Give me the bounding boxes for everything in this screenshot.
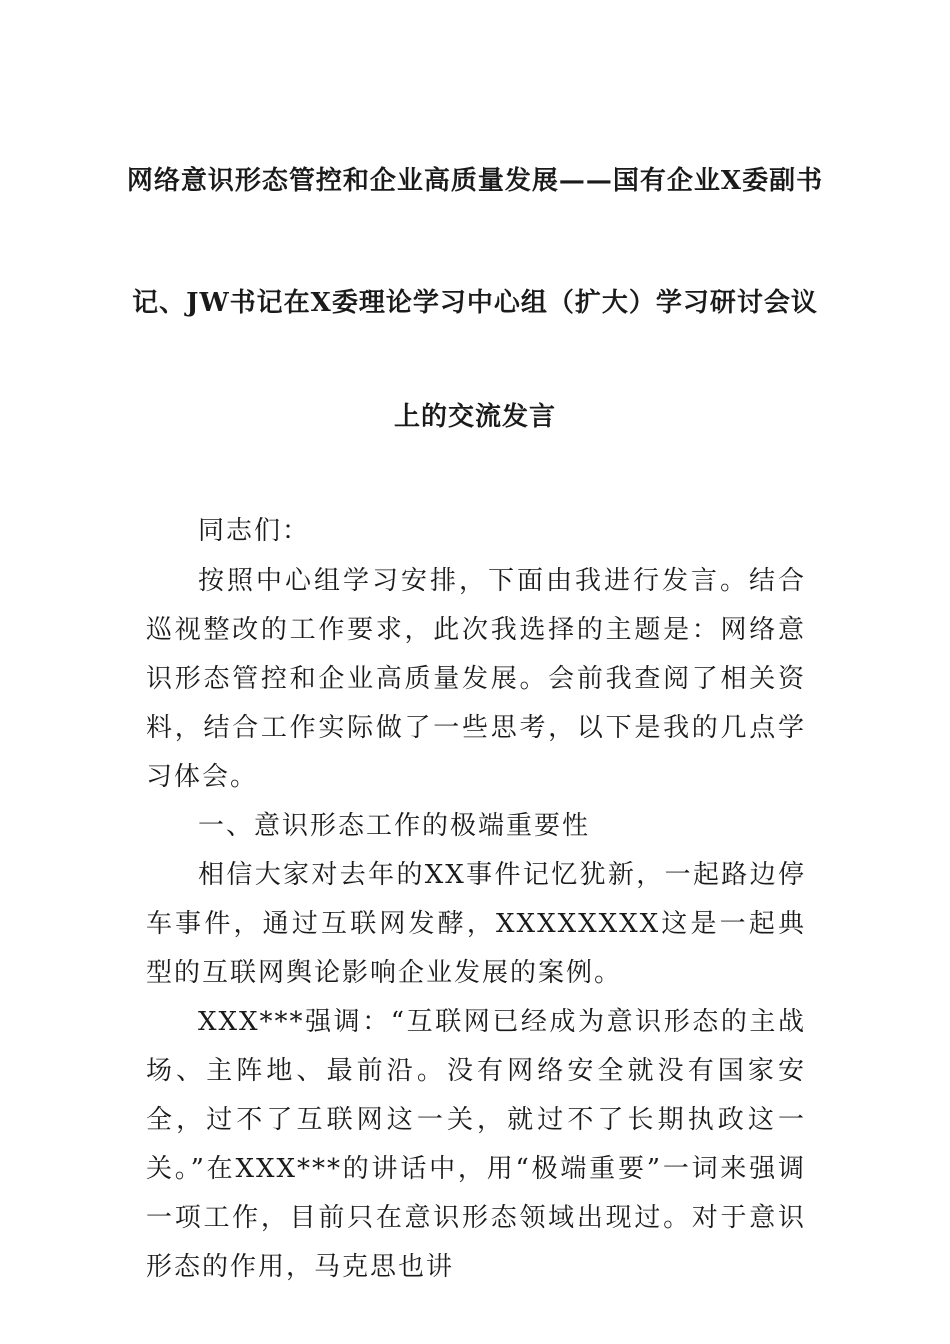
document-title-line-2: 记、JW书记在X委理论学习中心组（扩大）学习研讨会议: [132, 288, 818, 318]
document-title-line-3: 上的交流发言: [393, 402, 556, 432]
document-title-line-1: 网络意识形态管控和企业高质量发展——国有企业X委副书: [126, 166, 824, 196]
paragraph-intro: 按照中心组学习安排，下面由我进行发言。结合巡视整改的工作要求，此次我选择的主题是：网络意识形态管控和企业高质量发展。会前我查阅了相关资料，结合工作实际做了一些思考，以下是我的几点学习体会。: [146, 566, 806, 792]
greeting: 同志们：: [198, 516, 311, 546]
document-body: [146, 557, 806, 1292]
paragraph-quote: XXX***强调：“互联网已经成为意识形态的主战场、主阵地、最前沿。没有网络安全就没有国家安全，过不了互联网这一关，就过不了长期执政这一关。”在XXX***的讲话中，用“极端重要”一词来强调一项工作，目前只在意识形态领域出现过。对于意识形态的作用，马克思也讲: [146, 1007, 806, 1282]
greeting-block: [146, 507, 806, 556]
section-heading: 一、意识形态工作的极端重要性: [198, 811, 591, 841]
paragraph-case: 相信大家对去年的XX事件记忆犹新，一起路边停车事件，通过互联网发酵，XXXXXXXX这是一起典型的互联网舆论影响企业发展的案例。: [146, 860, 806, 988]
